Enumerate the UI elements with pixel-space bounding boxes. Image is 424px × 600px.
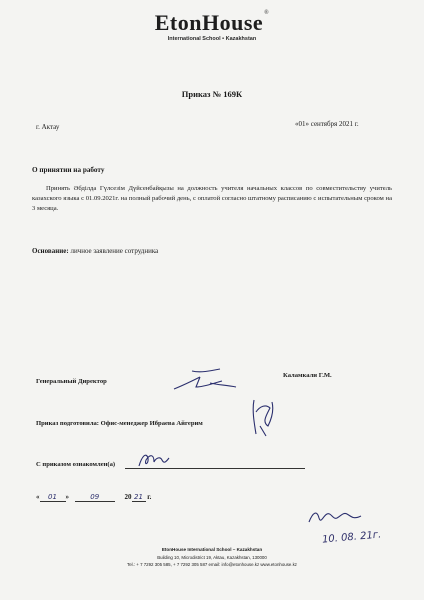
basis-label: Основание: (32, 247, 69, 255)
prepared-by: Приказ подготовила: Офис-менеджер Ибраева Айгерим (36, 420, 203, 427)
acknowledged-label: С приказом ознакомлен(а) (36, 461, 116, 468)
basis-text: личное заявление сотрудника (70, 247, 159, 255)
ack-month: 09 (75, 493, 115, 502)
footer-school-name: EtonHouse International School – Kazakhstan (161, 547, 263, 552)
director-handwritten-signature (305, 504, 365, 532)
logo-subtitle: International School • Kazakhstan (167, 36, 257, 42)
date-open-quote: « (36, 493, 40, 501)
order-title: Приказ № 169К (181, 89, 243, 99)
order-body-text: Принять Әбділда Гүлсезім Дүйсенбайқызы на должность учителя начальных классов по совместительству учитель казахского языка с 01.09.2021г. на полный рабочий день, с оплатой согласно штатному расписанию с испытательным сроком на 3 месяца. (32, 185, 392, 212)
logo-text: EtonHouse (154, 10, 264, 35)
acknowledgement-date (36, 493, 151, 502)
director-signature (170, 365, 240, 395)
ack-year-prefix: 20 (124, 493, 132, 501)
logo-registered-mark: ® (264, 10, 270, 16)
director-name: Каламкали Г.М. (283, 372, 332, 379)
footer-contacts: Tel.: + 7 7292 305 585, + 7 7292 305 587 email: info@etonhouse.kz www.etonhouse.kz (127, 562, 297, 567)
ack-day: 01 (40, 493, 66, 502)
date-close-quote: » (65, 493, 69, 501)
ack-year-suffix: 21 (132, 493, 146, 502)
employee-signature (136, 448, 172, 470)
footer-address: Building 10, Microdistrict 19, Aktau, Kazakhstan, 130000 (157, 555, 267, 560)
handwritten-date-note: 10. 08. 21г. (321, 529, 382, 546)
order-date: «01» сентября 2021 г. (295, 120, 359, 128)
order-subject: О принятии на работу (32, 166, 105, 174)
order-body (32, 184, 392, 213)
ack-year-end: г. (147, 493, 152, 501)
order-city: г. Актау (36, 123, 60, 131)
director-label: Генеральный Директор (36, 378, 107, 385)
preparer-signature (248, 396, 278, 438)
school-logo (0, 10, 424, 36)
order-basis (32, 247, 158, 255)
